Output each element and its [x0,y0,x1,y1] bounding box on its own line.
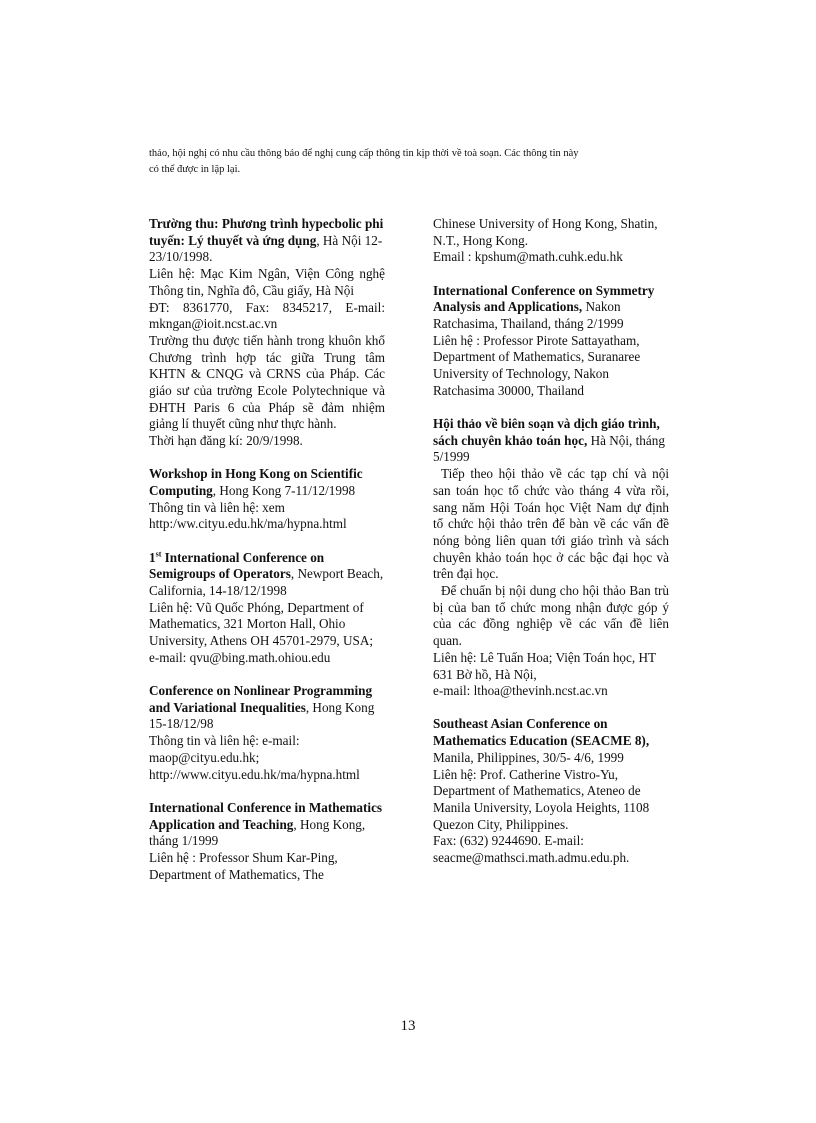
event-meta: Manila, Philippines, 30/5- 4/6, 1999 [433,749,624,765]
event-title: Workshop in Hong Kong on Scientific Computing [149,466,363,499]
event-entry [149,683,385,783]
event-meta: Hà Nội, tháng 5/1999 [433,432,665,465]
event-link: http:/ww.cityu.edu.hk/ma/hypna.html [149,516,347,532]
event-title: Southeast Asian Conference on Mathematics Education (SEACME 8), [433,716,650,749]
event-contact: Liên hệ: Lê Tuấn Hoa; Viện Toán học, HT 631 Bờ hồ, Hà Nội, [433,649,656,682]
event-contact: Liên hệ: Mạc Kim Ngân, Viện Công nghệ Thông tin, Nghĩa đô, Cầu giấy, Hà Nội [149,266,385,298]
event-title: International Conference in Mathematics Application and Teaching [149,799,383,832]
intro-line: thảo, hội nghị có nhu cầu thông báo để nghị cung cấp thông tin kịp thời về toà soạn. Các thông tin này [149,148,579,159]
event-title: International Conference on Symmetry Analysis and Applications, [433,282,655,315]
event-entry [149,550,385,667]
intro-paragraph [149,146,679,178]
event-meta: , Hà Nội 12-23/10/1998. [149,232,383,265]
event-description: Trường thu được tiến hành trong khuôn khổ Chương trình hợp tác giữa Trung tâm KHTN & CNQG và CRNS của Pháp. Các giáo sư của trường Ecole Polytechnique và ĐHTH Paris 6 của Pháp sẽ đảm nhiệm giảng lí thuyết cũng như thực hành. [149,332,385,432]
event-title-text: International Conference on Semigroups of Operators [149,549,325,582]
event-title-ordinal: 1 [149,549,156,565]
event-link: http://www.cityu.edu.hk/ma/hypna.html [149,766,360,782]
event-description: Tiếp theo hội thảo về các tạp chí và nội san toán học tổ chức vào tháng 4 vừa rồi, sang năm Hội Toán học Việt Nam dự định tổ chức hội thảo trên để bàn về các vấn đề nóng bỏng liên quan tới giáo trình và sách chuyên khảo toán học ở các bậc đại học và trên đại học. [433,466,669,582]
event-contact: Liên hệ: Vũ Quốc Phóng, Department of Mathematics, 321 Morton Hall, Ohio University, Athens OH 45701-2979, USA; e-mail: qvu@bing.math.ohiou.edu [149,599,374,665]
event-meta: , Hong Kong 7-11/12/1998 [212,483,356,499]
event-email: Fax: (632) 9244690. E-mail: seacme@mathsci.math.admu.edu.ph. [433,833,630,866]
event-title: Conference on Nonlinear Programming and Variational Inequalities [149,683,373,715]
event-description: Để chuẩn bị nội dung cho hội thảo Ban trù bị của ban tổ chức mong nhận được góp ý của các đồng nghiệp về các vấn đề liên quan. [433,583,669,649]
event-title: Hội thảo về biên soạn và dịch giáo trình, sách chuyên khảo toán học, [433,416,660,448]
right-column [433,216,669,883]
event-meta: , Newport Beach, California, 14-18/12/1998 [149,566,384,599]
event-contact: Thông tin và liên hệ: xem [149,499,285,515]
event-contact: ĐT: 8361770, Fax: 8345217, E-mail: mkngan@ioit.ncst.ac.vn [149,299,385,332]
event-entry [149,800,385,884]
event-contact: Liên hệ : Professor Shum Kar-Ping, Department of Mathematics, The [149,849,338,882]
page-number: 13 [400,1018,416,1034]
event-title-ordinal-suffix: st [155,549,162,559]
event-meta: , Hong Kong, tháng 1/1999 [149,816,366,849]
event-entry [433,416,669,700]
event-meta: , Hong Kong 15-18/12/98 [149,699,375,732]
event-title: Trường thu: Phương trình hypecbolic phi tuyến: Lý thuyết và ứng dụng [149,216,384,248]
event-contact: Liên hệ: Prof. Catherine Vistro-Yu, Department of Mathematics, Ateneo de Manila University, Loyola Heights, 1108 Quezon City, Philippines. [433,766,650,832]
event-email: Email : kpshum@math.cuhk.edu.hk [433,249,623,265]
intro-line: có thể được in lặp lại. [149,164,241,175]
event-meta: Nakon Ratchasima, Thailand, tháng 2/1999 [433,299,624,332]
event-email: e-mail: lthoa@thevinh.ncst.ac.vn [433,683,608,699]
event-entry [149,216,385,450]
event-contact: Thông tin và liên hệ: e-mail: maop@cityu.edu.hk; [149,733,300,765]
event-contact: Liên hệ : Professor Pirote Sattayatham, Department of Mathematics, Suranaree University of Technology, Nakon Ratchasima 30000, Thailand [433,332,641,398]
event-entry [149,466,385,533]
event-deadline: Thời hạn đăng kí: 20/9/1998. [149,433,303,449]
event-entry-continuation [433,216,669,266]
event-contact: Chinese University of Hong Kong, Shatin, N.T., Hong Kong. [433,216,658,248]
left-column [149,216,385,900]
event-entry [433,283,669,400]
event-entry [433,716,669,866]
